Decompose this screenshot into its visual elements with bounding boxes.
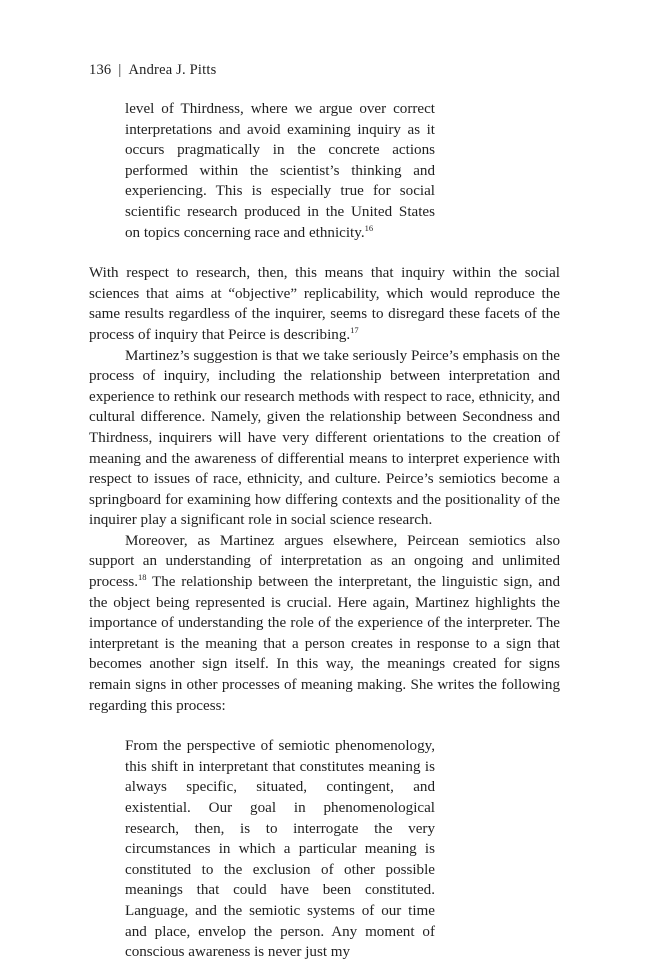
paragraph-3-text-after: The relationship between the interpretant, the linguistic sign, and the object being represented is crucial. Here again, Martinez highlights the importance of understanding the role of the experience of the interpreter. The interpretant is the meaning that a person creates in response to a sign that becomes another sign itself. In this way, the meanings created for signs remain signs in other processes of meaning making. She writes the following regarding this process: — [89, 574, 560, 714]
block-quote-1 — [125, 99, 435, 243]
block-quote-2-text: From the perspective of semiotic phenomenology, this shift in interpretant that constitutes meaning is always specific, situated, contingent, and existential. Our goal in phenomenological research, then, is to interrogate the very circumstances in which a particular meaning is constituted to the exclusion of other possible meanings that could have been constituted. Language, and the semiotic systems of our time and place, envelop the person. Any moment of conscious awareness is never just my — [125, 738, 435, 961]
block-quote-2 — [125, 736, 435, 963]
paragraph-2 — [89, 346, 560, 531]
page-number: 136 — [89, 62, 112, 78]
paragraph-1 — [89, 263, 560, 345]
block-quote-1-text: level of Thirdness, where we argue over correct interpretations and avoid examining inquiry as it occurs pragmatically in the concrete actions performed within the scientist’s thinking and experiencing. This is especially true for social scientific research produced in the United States on topics concerning race and ethnicity. — [125, 101, 435, 241]
paragraph-2-text: Martinez’s suggestion is that we take seriously Peirce’s emphasis on the process of inquiry, including the relationship between interpretation and experience to rethink our research methods with respect to race, ethnicity, and cultural difference. Namely, given the relationship between Secondness and Thirdness, inquirers will have very different orientations to the creation of meaning and the awareness of differential means to interpret experience with respect to issues of race, ethnicity, and culture. Peirce’s semiotics become a springboard for examining how differing contexts and the positionality of the inquirer play a significant role in social science research. — [89, 347, 560, 529]
running-header — [89, 60, 560, 80]
paragraph-3 — [89, 531, 560, 716]
footnote-ref-17[interactable]: 17 — [350, 324, 359, 335]
footnote-ref-18[interactable]: 18 — [138, 572, 147, 583]
footnote-ref-16[interactable]: 16 — [364, 222, 374, 233]
paragraph-3-text-before: Moreover, as Martinez argues elsewhere, Peircean semiotics also support an understanding of interpretation as an ongoing and unlimited process. — [89, 532, 560, 591]
header-author: Andrea J. Pitts — [128, 62, 217, 78]
paragraph-1-text: With respect to research, then, this means that inquiry within the social sciences that aims at “objective” replicability, which would reproduce the same results regardless of the inquirer, seems to disregard these facets of the process of inquiry that Peirce is describing. — [89, 265, 560, 343]
header-separator: | — [118, 62, 122, 78]
